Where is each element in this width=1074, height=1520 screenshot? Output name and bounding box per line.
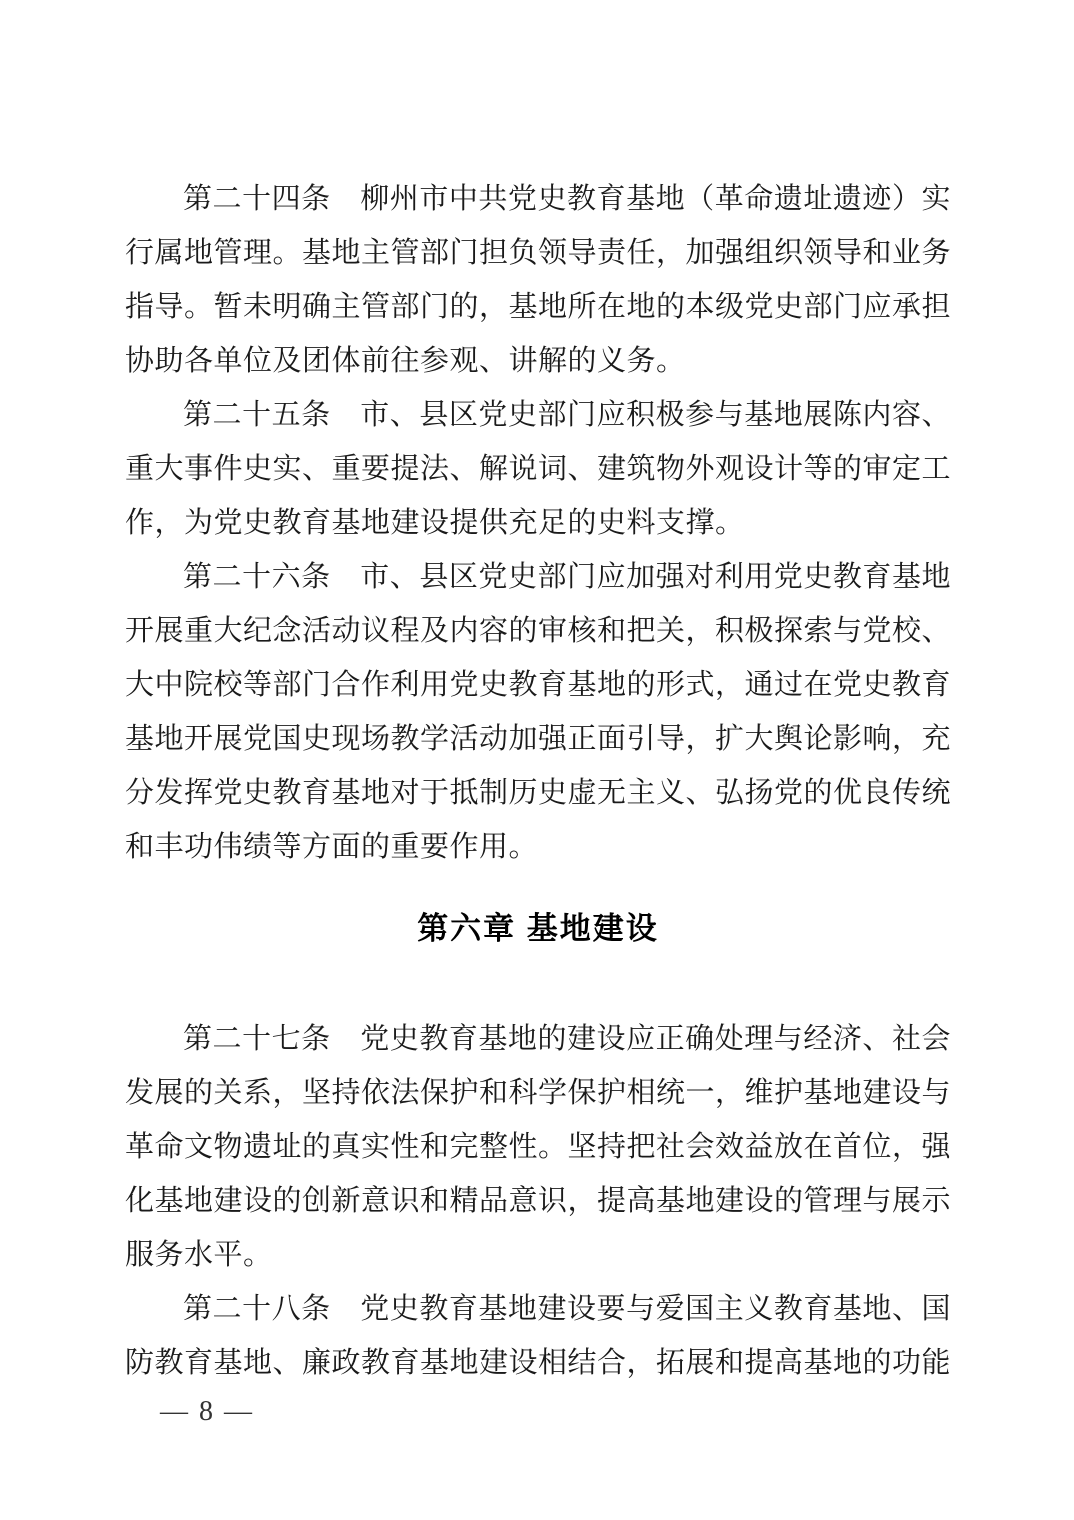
page-number: — 8 — [160,1396,254,1427]
chapter-heading: 第六章 基地建设 [417,911,659,946]
article-25-paragraph: 第二十五条 市、县区党史部门应积极参与基地展陈内容、重大事件史实、重要提法、解说词、建筑物外观设计等的审定工作，为党史教育基地建设提供充足的史料支撑。 [125,399,952,539]
document-body [125,172,951,1390]
article-28-paragraph: 第二十八条 党史教育基地建设要与爱国主义教育基地、国防教育基地、廉政教育基地建设相结合，拓展和提高基地的功能 [125,1293,952,1379]
article-26-paragraph: 第二十六条 市、县区党史部门应加强对利用党史教育基地开展重大纪念活动议程及内容的审核和把关，积极探索与党校、大中院校等部门合作利用党史教育基地的形式，通过在党史教育基地开展党国史现场教学活动加强正面引导，扩大舆论影响，充分发挥党史教育基地对于抵制历史虚无主义、弘扬党的优良传统和丰功伟绩等方面的重要作用。 [125,561,952,863]
article-24-paragraph: 第二十四条 柳州市中共党史教育基地（革命遗址遗迹）实行属地管理。基地主管部门担负领导责任，加强组织领导和业务指导。暂未明确主管部门的，基地所在地的本级党史部门应承担协助各单位及团体前往参观、讲解的义务。 [125,183,952,377]
article-27-paragraph: 第二十七条 党史教育基地的建设应正确处理与经济、社会发展的关系，坚持依法保护和科学保护相统一，维护基地建设与革命文物遗址的真实性和完整性。坚持把社会效益放在首位，强化基地建设的创新意识和精品意识，提高基地建设的管理与展示服务水平。 [125,1023,952,1271]
